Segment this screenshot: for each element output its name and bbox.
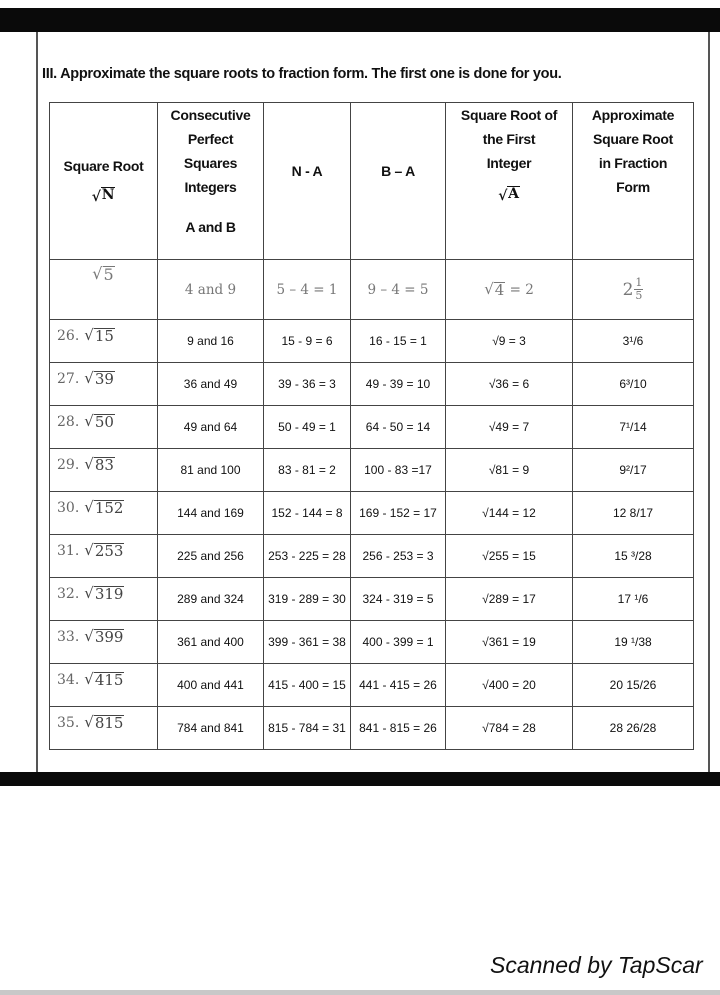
row-radical: √ 39	[84, 369, 114, 388]
header-ps-line-4: Integers	[184, 179, 237, 195]
row-square-root	[50, 320, 158, 363]
row-root: √784 = 28	[446, 707, 573, 750]
row-b-minus-a: 64 - 50 = 14	[351, 406, 446, 449]
example-n-minus-a: 5 – 4 = 1	[264, 260, 351, 320]
radical-n: √ N	[91, 186, 115, 205]
row-approx: 9²/17	[573, 449, 694, 492]
row-square-root	[50, 449, 158, 492]
table-row	[50, 449, 694, 492]
row-radical: √ 83	[84, 455, 114, 474]
header-ps-line-1: Consecutive	[170, 107, 251, 123]
row-square-root	[50, 492, 158, 535]
row-n-minus-a: 253 - 225 = 28	[264, 535, 351, 578]
row-number: 27.	[57, 371, 80, 387]
page-edge-right	[708, 32, 710, 772]
header-ap-line-3: in Fraction	[598, 155, 668, 171]
row-radical: √ 399	[84, 627, 124, 646]
header-n-minus-a: N - A	[264, 103, 351, 260]
row-number: 28.	[57, 414, 80, 430]
row-number: 35.	[57, 715, 80, 731]
header-ps-line-2: Perfect	[187, 131, 234, 147]
table-row	[50, 535, 694, 578]
header-ap-line-4: Form	[616, 179, 650, 195]
row-squares: 49 and 64	[158, 406, 264, 449]
row-b-minus-a: 169 - 152 = 17	[351, 492, 446, 535]
row-radical: √ 50	[84, 412, 114, 431]
row-b-minus-a: 100 - 83 =17	[351, 449, 446, 492]
row-b-minus-a: 441 - 415 = 26	[351, 664, 446, 707]
bottom-border-bar	[0, 772, 720, 786]
row-squares: 784 and 841	[158, 707, 264, 750]
table-row	[50, 406, 694, 449]
row-squares: 361 and 400	[158, 621, 264, 664]
instruction-text: III. Approximate the square roots to fraction form. The first one is done for you.	[42, 66, 562, 82]
header-b-minus-a: B – A	[351, 103, 446, 260]
row-radical: √ 815	[84, 713, 124, 732]
example-approx: 2 1 5	[573, 260, 694, 320]
row-root: √255 = 15	[446, 535, 573, 578]
row-square-root	[50, 578, 158, 621]
row-b-minus-a: 324 - 319 = 5	[351, 578, 446, 621]
row-radical: √ 152	[84, 498, 124, 517]
row-b-minus-a: 49 - 39 = 10	[351, 363, 446, 406]
row-squares: 36 and 49	[158, 363, 264, 406]
row-n-minus-a: 15 - 9 = 6	[264, 320, 351, 363]
example-root-result: = 2	[505, 282, 534, 299]
row-number: 32.	[57, 586, 80, 602]
row-root: √81 = 9	[446, 449, 573, 492]
row-squares: 400 and 441	[158, 664, 264, 707]
example-squares: 4 and 9	[158, 260, 264, 320]
row-root: √9 = 3	[446, 320, 573, 363]
row-n-minus-a: 415 - 400 = 15	[264, 664, 351, 707]
row-approx: 28 26/28	[573, 707, 694, 750]
header-row	[50, 103, 694, 260]
row-root: √49 = 7	[446, 406, 573, 449]
row-squares: 289 and 324	[158, 578, 264, 621]
row-squares: 144 and 169	[158, 492, 264, 535]
table-row	[50, 578, 694, 621]
header-perfect-squares	[158, 103, 264, 260]
row-radical: √ 415	[84, 670, 124, 689]
row-approx: 20 15/26	[573, 664, 694, 707]
table-row	[50, 664, 694, 707]
header-approx	[573, 103, 694, 260]
row-square-root	[50, 664, 158, 707]
row-b-minus-a: 400 - 399 = 1	[351, 621, 446, 664]
table-row	[50, 492, 694, 535]
row-root: √36 = 6	[446, 363, 573, 406]
row-approx: 17 ¹/6	[573, 578, 694, 621]
row-n-minus-a: 815 - 784 = 31	[264, 707, 351, 750]
row-squares: 225 and 256	[158, 535, 264, 578]
header-ap-line-1: Approximate	[591, 107, 675, 123]
row-radical: √ 15	[84, 326, 114, 345]
row-radical: √ 253	[84, 541, 124, 560]
page-edge-left	[36, 32, 38, 772]
row-root: √361 = 19	[446, 621, 573, 664]
row-approx: 6³/10	[573, 363, 694, 406]
row-square-root	[50, 535, 158, 578]
row-number: 34.	[57, 672, 80, 688]
row-square-root	[50, 406, 158, 449]
answer-rows	[50, 320, 694, 750]
table-row	[50, 621, 694, 664]
row-b-minus-a: 16 - 15 = 1	[351, 320, 446, 363]
row-square-root	[50, 621, 158, 664]
header-root-first	[446, 103, 573, 260]
row-number: 29.	[57, 457, 80, 473]
row-n-minus-a: 39 - 36 = 3	[264, 363, 351, 406]
square-root-table	[49, 102, 694, 750]
header-rf-line-2: the First	[482, 131, 536, 147]
row-number: 31.	[57, 543, 80, 559]
table-row	[50, 707, 694, 750]
header-rf-line-1: Square Root of	[460, 107, 558, 123]
row-squares: 81 and 100	[158, 449, 264, 492]
header-ps-ab: A and B	[185, 219, 236, 235]
row-number: 33.	[57, 629, 80, 645]
row-n-minus-a: 83 - 81 = 2	[264, 449, 351, 492]
radical-a: √ A	[498, 186, 519, 204]
row-squares: 9 and 16	[158, 320, 264, 363]
row-n-minus-a: 152 - 144 = 8	[264, 492, 351, 535]
example-root: √ 4 = 2	[446, 260, 573, 320]
row-approx: 19 ¹/38	[573, 621, 694, 664]
row-root: √144 = 12	[446, 492, 573, 535]
row-b-minus-a: 256 - 253 = 3	[351, 535, 446, 578]
row-square-root	[50, 707, 158, 750]
row-approx: 7¹/14	[573, 406, 694, 449]
header-ap-line-2: Square Root	[593, 131, 673, 147]
top-border-bar	[0, 8, 720, 32]
example-square-root: √ 5	[50, 260, 158, 320]
footer-strip	[0, 990, 720, 995]
row-n-minus-a: 399 - 361 = 38	[264, 621, 351, 664]
row-square-root	[50, 363, 158, 406]
header-square-root	[50, 103, 158, 260]
row-number: 26.	[57, 328, 80, 344]
header-ps-line-3: Squares	[183, 155, 238, 171]
row-approx: 3¹/6	[573, 320, 694, 363]
row-root: √400 = 20	[446, 664, 573, 707]
header-square-root-label: Square Root	[63, 157, 144, 174]
example-row	[50, 260, 694, 320]
table-row	[50, 363, 694, 406]
row-radical: √ 319	[84, 584, 124, 603]
row-approx: 15 ³/28	[573, 535, 694, 578]
row-n-minus-a: 319 - 289 = 30	[264, 578, 351, 621]
example-b-minus-a: 9 – 4 = 5	[351, 260, 446, 320]
row-b-minus-a: 841 - 815 = 26	[351, 707, 446, 750]
row-root: √289 = 17	[446, 578, 573, 621]
row-n-minus-a: 50 - 49 = 1	[264, 406, 351, 449]
row-number: 30.	[57, 500, 80, 516]
table-row	[50, 320, 694, 363]
row-approx: 12 8/17	[573, 492, 694, 535]
scanned-by-watermark: Scanned by TapScar	[490, 952, 703, 978]
header-rf-line-3: Integer	[486, 155, 532, 171]
